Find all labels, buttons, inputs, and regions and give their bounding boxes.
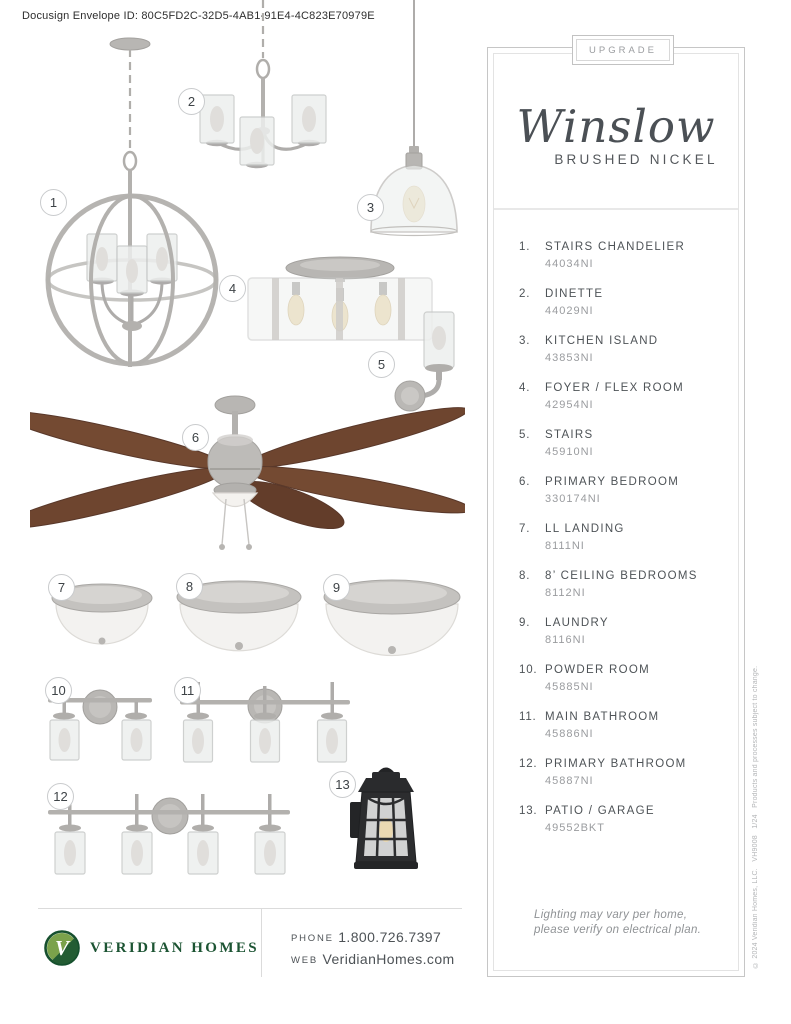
item-label: STAIRS xyxy=(545,429,594,441)
item-label: MAIN BATHROOM xyxy=(545,711,660,723)
item-model: 45910NI xyxy=(545,446,594,458)
item-label: 8’ CEILING BEDROOMS xyxy=(545,570,698,582)
item-model: 44034NI xyxy=(545,258,594,270)
fixture-list xyxy=(519,240,726,851)
list-item: 2. DINETTE 44029NI xyxy=(519,287,726,318)
phone-label: PHONE xyxy=(291,933,334,944)
brand-name: VERIDIAN HOMES xyxy=(90,939,260,956)
list-item: 12. PRIMARY BATHROOM 45887NI xyxy=(519,757,726,788)
list-item: 5. STAIRS 45910NI xyxy=(519,428,726,459)
upgrade-badge: UPGRADE xyxy=(572,35,674,65)
item-label: LL LANDING xyxy=(545,523,625,535)
list-item: 11. MAIN BATHROOM 45886NI xyxy=(519,710,726,741)
footer-contact xyxy=(291,929,455,973)
fixture-marker-9: 9 xyxy=(323,574,350,601)
item-model: 42954NI xyxy=(545,399,594,411)
item-label: PRIMARY BEDROOM xyxy=(545,476,680,488)
phone-number: 1.800.726.7397 xyxy=(338,929,442,945)
collection-name: Winslow xyxy=(516,100,716,153)
fixture-marker-3: 3 xyxy=(357,194,384,221)
copyright-vertical-note: © 2024 Veridian Homes, LLC. VH9008 1/24 Products and processes subject to change. xyxy=(752,665,759,968)
item-label: STAIRS CHANDELIER xyxy=(545,241,686,253)
veridian-logo-icon xyxy=(44,930,80,966)
item-model: 45885NI xyxy=(545,681,594,693)
svg-text:V: V xyxy=(54,936,70,960)
footer-vertical-divider xyxy=(261,908,262,977)
fixture-marker-1: 1 xyxy=(40,189,67,216)
fixture-marker-6: 6 xyxy=(182,424,209,451)
item-model: 8112NI xyxy=(545,587,586,599)
fixture-marker-8: 8 xyxy=(176,573,203,600)
docusign-envelope-id: Docusign Envelope ID: 80C5FD2C-32D5-4AB1-91E4-4C823E70979E xyxy=(22,10,375,22)
item-model: 8116NI xyxy=(545,634,586,646)
list-item: 4. FOYER / FLEX ROOM 42954NI xyxy=(519,381,726,412)
fixture-marker-12: 12 xyxy=(47,783,74,810)
item-label: KITCHEN ISLAND xyxy=(545,335,659,347)
fixture-marker-11: 11 xyxy=(174,677,201,704)
disclaimer-note: Lighting may vary per home, please verify on electrical plan. xyxy=(534,909,702,936)
item-label: PRIMARY BATHROOM xyxy=(545,758,687,770)
web-address: VeridianHomes.com xyxy=(322,951,455,967)
item-model: 49552BKT xyxy=(545,822,605,834)
fixture-marker-2: 2 xyxy=(178,88,205,115)
item-model: 330174NI xyxy=(545,493,601,505)
upgrade-panel xyxy=(487,47,745,977)
item-model: 8111NI xyxy=(545,540,585,552)
item-model: 45887NI xyxy=(545,775,594,787)
item-label: DINETTE xyxy=(545,288,604,300)
item-label: FOYER / FLEX ROOM xyxy=(545,382,685,394)
fixture-main-bathroom-vanity-image xyxy=(176,676,354,769)
phone-row xyxy=(291,929,455,947)
item-label: LAUNDRY xyxy=(545,617,609,629)
veridian-homes-logo xyxy=(44,930,259,966)
list-item: 3. KITCHEN ISLAND 43853NI xyxy=(519,334,726,365)
fixture-marker-13: 13 xyxy=(329,771,356,798)
fixture-marker-7: 7 xyxy=(48,574,75,601)
item-label: POWDER ROOM xyxy=(545,664,651,676)
list-item: 6. PRIMARY BEDROOM 330174NI xyxy=(519,475,726,506)
fixture-marker-4: 4 xyxy=(219,275,246,302)
fixture-marker-5: 5 xyxy=(368,351,395,378)
list-item: 8. 8’ CEILING BEDROOMS 8112NI xyxy=(519,569,726,600)
list-item: 7. LL LANDING 8111NI xyxy=(519,522,726,553)
fixture-dinette-chandelier-image xyxy=(195,0,350,205)
list-item: 10. POWDER ROOM 45885NI xyxy=(519,663,726,694)
fixture-marker-10: 10 xyxy=(45,677,72,704)
fixture-ceiling-fan-image xyxy=(30,393,465,560)
item-model: 43853NI xyxy=(545,352,594,364)
item-label: PATIO / GARAGE xyxy=(545,805,655,817)
footer-top-rule xyxy=(38,908,462,909)
fixture-primary-bathroom-vanity-image xyxy=(40,786,298,883)
list-item: 9. LAUNDRY 8116NI xyxy=(519,616,726,647)
web-label: WEB xyxy=(291,955,319,966)
finish-name: BRUSHED NICKEL xyxy=(554,152,718,167)
web-row xyxy=(291,951,455,969)
list-item: 13. PATIO / GARAGE 49552BKT xyxy=(519,804,726,835)
list-item: 1. STAIRS CHANDELIER 44034NI xyxy=(519,240,726,271)
item-model: 45886NI xyxy=(545,728,594,740)
header-divider xyxy=(494,208,738,210)
item-model: 44029NI xyxy=(545,305,594,317)
